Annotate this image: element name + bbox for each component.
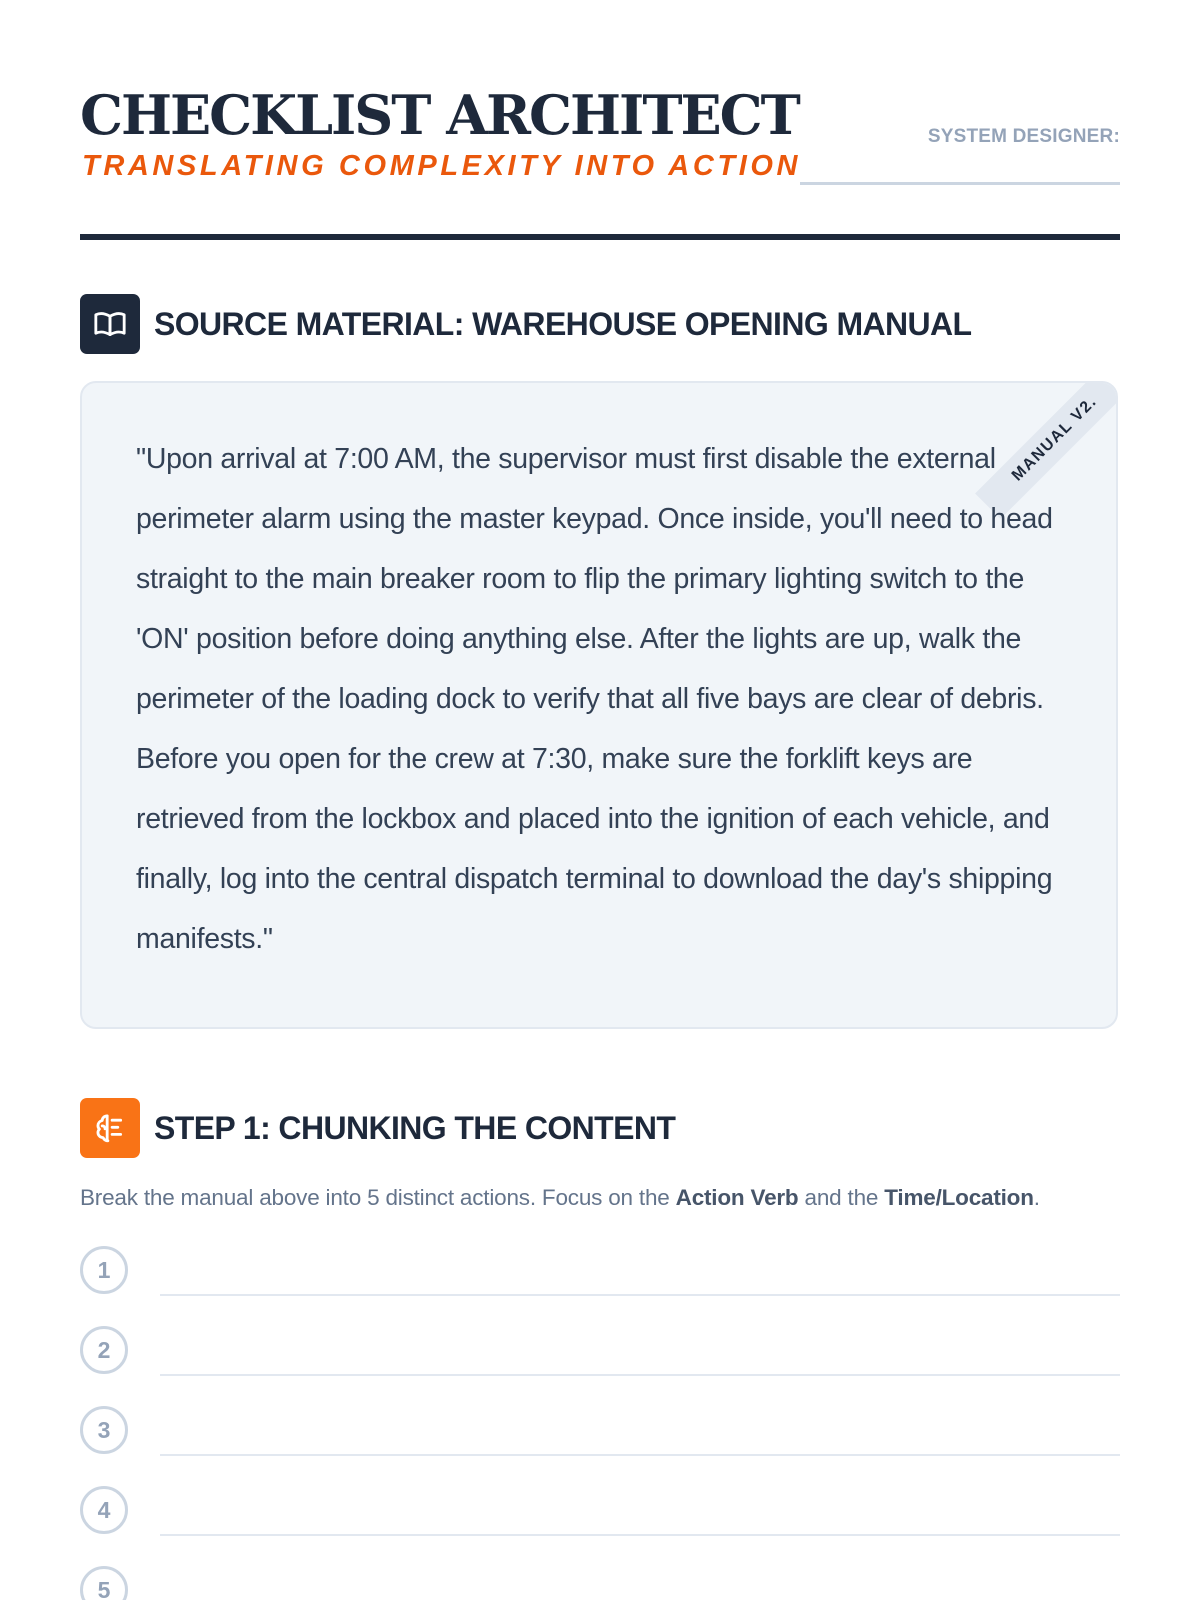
manual-version-ribbon: MANUAL V2. xyxy=(975,381,1118,519)
step-row xyxy=(80,1486,1120,1546)
worksheet-page xyxy=(80,0,1120,1600)
instructions-text: . xyxy=(1033,1185,1040,1210)
step-number-badge: 1 xyxy=(80,1246,128,1294)
designer-field xyxy=(800,126,1120,148)
instructions-text: Break the manual above into 5 distinct actions. Focus on the xyxy=(80,1185,676,1210)
step-answer-line[interactable] xyxy=(160,1294,1120,1296)
source-section-title: SOURCE MATERIAL: WAREHOUSE OPENING MANUAL xyxy=(154,306,972,342)
instructions-emphasis-verb: Action Verb xyxy=(675,1185,799,1210)
designer-input-line[interactable] xyxy=(800,182,1120,185)
source-section-header xyxy=(80,294,1120,354)
designer-label: SYSTEM DESIGNER: xyxy=(927,126,1120,147)
step-number-badge: 5 xyxy=(80,1566,128,1600)
step1-section-header xyxy=(80,1098,1120,1158)
step-row xyxy=(80,1246,1120,1306)
step-answer-line[interactable] xyxy=(160,1534,1120,1536)
brain-icon xyxy=(80,1098,140,1158)
header-divider xyxy=(80,234,1120,240)
step-answer-line[interactable] xyxy=(160,1454,1120,1456)
header xyxy=(80,82,1120,242)
instructions-text: and the xyxy=(798,1185,885,1210)
instructions-emphasis-location: Time/Location xyxy=(884,1185,1034,1210)
step-number-badge: 2 xyxy=(80,1326,128,1374)
source-material-text: "Upon arrival at 7:00 AM, the supervisor must first disable the external perimeter alarm using the master keypad. Once inside, you'll need to head straight to the main breaker room to flip the primary lighting switch to the 'ON' position before doing anything else. After the lights are up, walk the perimeter of the loading dock to verify that all five bays are clear of debris. Before you open for the crew at 7:30, make sure the forklift keys are retrieved from the lockbox and placed into the ignition of each vehicle, and finally, log into the central dispatch terminal to download the day's shipping manifests." xyxy=(136,443,1053,955)
step-number-badge: 3 xyxy=(80,1406,128,1454)
step-row xyxy=(80,1566,1120,1600)
step1-section-title: STEP 1: CHUNKING THE CONTENT xyxy=(154,1110,676,1146)
step-number-badge: 4 xyxy=(80,1486,128,1534)
step1-instructions xyxy=(80,1185,1120,1211)
step-answer-line[interactable] xyxy=(160,1374,1120,1376)
page-title: CHECKLIST ARCHITECT xyxy=(80,83,799,147)
step-row xyxy=(80,1326,1120,1386)
page-subtitle: TRANSLATING COMPLEXITY INTO ACTION xyxy=(82,150,802,182)
open-book-icon xyxy=(80,294,140,354)
step-row xyxy=(80,1406,1120,1466)
source-material-card xyxy=(80,381,1118,1029)
